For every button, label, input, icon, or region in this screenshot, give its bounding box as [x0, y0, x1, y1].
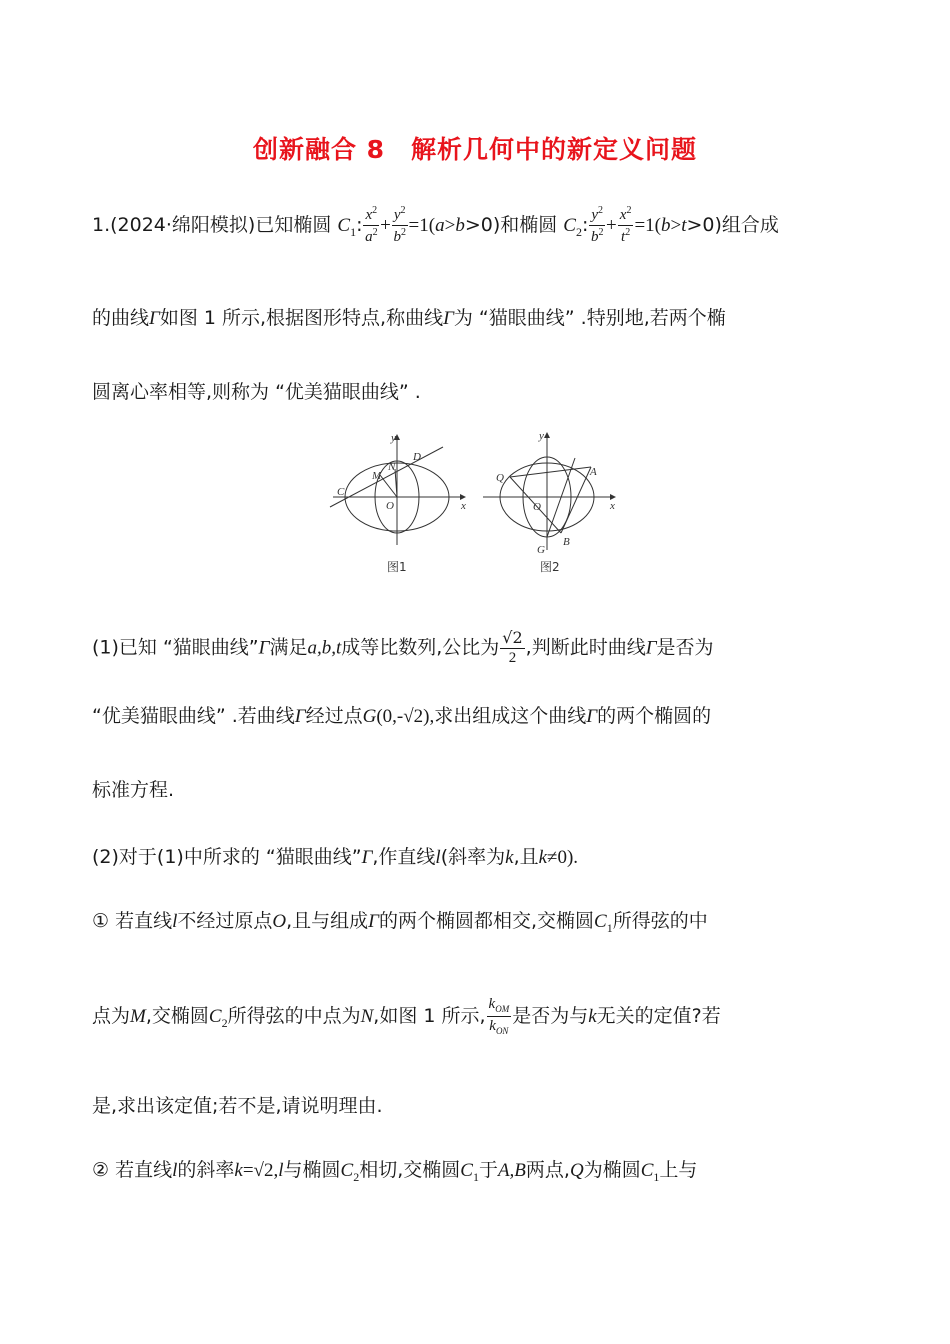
- exponent: 2: [400, 205, 406, 216]
- ellipse-c2-label: C: [563, 215, 576, 236]
- subscript: 1: [606, 920, 613, 935]
- question-text: 是否为与: [512, 1005, 589, 1027]
- gamma-symbol: Γ: [443, 308, 454, 329]
- question-text: 经过点: [305, 705, 363, 727]
- question-text: 不经过原点: [177, 910, 273, 932]
- question-text: 的斜率: [177, 1159, 235, 1181]
- point-o: O: [272, 911, 287, 932]
- figure-2: [483, 433, 615, 550]
- question-text: ,交椭圆: [145, 1005, 209, 1027]
- fraction-y2-b2: [392, 206, 408, 245]
- question-text: ① 若直线: [92, 910, 173, 932]
- gamma-symbol: Γ: [258, 637, 270, 659]
- figure-1: [330, 435, 465, 545]
- question-text: (2)对于(1)中所求的 “猫眼曲线”: [92, 846, 362, 868]
- question-text: 的两个椭圆的: [597, 705, 712, 727]
- question-text: 相切,交椭圆: [359, 1159, 461, 1181]
- problem-text: 的曲线: [92, 307, 150, 329]
- var-a: a: [435, 215, 445, 236]
- numerator: y: [393, 207, 401, 223]
- label-y: y: [539, 430, 544, 442]
- question-text: ,判断此时曲线: [525, 636, 646, 659]
- question-text: (斜率为: [440, 846, 506, 868]
- denominator: b: [590, 229, 599, 245]
- question-2-part-2-line-1: [92, 1161, 697, 1183]
- question-2-part-1-line-1: [92, 912, 708, 934]
- numerator: k: [488, 996, 496, 1012]
- problem-1-line-3: 圆离心率相等,则称为 “优美猫眼曲线” .: [92, 381, 421, 403]
- question-text: 所得弦的中点为: [227, 1005, 361, 1027]
- question-text: ,作直线: [372, 846, 436, 868]
- denominator: a: [365, 229, 373, 245]
- var-l: l: [278, 1160, 284, 1181]
- subscript: 1: [653, 1169, 660, 1184]
- question-text: 点为: [92, 1005, 131, 1027]
- var-l: l: [435, 847, 441, 868]
- question-1-line-1: [92, 630, 714, 666]
- label-x: x: [461, 500, 466, 512]
- equals: =1(: [408, 215, 436, 236]
- exponent: 2: [598, 227, 604, 238]
- question-text: 满足: [269, 636, 308, 659]
- gamma-symbol: Γ: [149, 308, 160, 329]
- ellipse-c1-label: C: [594, 911, 607, 932]
- question-1-line-3: 标准方程.: [92, 779, 175, 801]
- question-text: (1)已知 “猫眼曲线”: [92, 636, 259, 659]
- ellipse-c1-label: C: [460, 1160, 473, 1181]
- label-y: y: [391, 432, 396, 444]
- question-text: =√2,: [242, 1160, 279, 1181]
- gamma-symbol: Γ: [645, 637, 657, 659]
- problem-text: >0)和椭圆: [464, 214, 564, 236]
- denominator: k: [489, 1018, 496, 1034]
- caption-figure-1: 图1: [387, 560, 407, 574]
- ellipse-c1-label: C: [640, 1160, 654, 1181]
- subscript: ON: [495, 1026, 509, 1036]
- ellipse-c1-label: C: [337, 215, 351, 236]
- numerator: y: [591, 207, 599, 223]
- gamma-symbol: Γ: [294, 706, 306, 727]
- question-text: (0,-√2),求出组成这个曲线: [376, 706, 587, 727]
- subscript: 1: [350, 224, 357, 239]
- var-b: b: [455, 215, 465, 236]
- var-t: t: [681, 215, 687, 236]
- question-text: 是否为: [656, 636, 714, 659]
- question-2-part-1-line-3: 是,求出该定值;若不是,请说明理由.: [92, 1095, 383, 1117]
- problem-text: >0)组合成: [686, 214, 779, 236]
- label-b: B: [563, 536, 570, 548]
- denominator: b: [393, 229, 401, 245]
- label-d: D: [413, 451, 421, 463]
- subscript: OM: [495, 1004, 510, 1014]
- question-text: 的两个椭圆都相交,交椭圆: [378, 910, 595, 932]
- gamma-symbol: Γ: [361, 847, 373, 868]
- question-text: 上与: [659, 1159, 698, 1181]
- subscript: 1: [472, 1169, 479, 1184]
- numerator: x: [365, 207, 373, 223]
- label-o: O: [386, 500, 394, 512]
- segment-ab: [561, 467, 591, 533]
- var-b: b: [660, 215, 671, 236]
- point-m: M: [130, 1006, 146, 1027]
- var-l: l: [172, 1160, 178, 1181]
- exponent: 2: [372, 205, 378, 216]
- fraction-kom-kon: [487, 997, 512, 1036]
- var-l: l: [172, 911, 178, 932]
- figure-svg: [325, 425, 625, 580]
- fraction-x2-a2: [363, 206, 379, 245]
- var-k: k: [234, 1160, 243, 1181]
- ellipse-c2-label: C: [208, 1006, 222, 1027]
- denominator: 2: [508, 650, 517, 666]
- label-x: x: [610, 500, 615, 512]
- point-q: Q: [569, 1160, 584, 1181]
- question-text: ,且: [513, 846, 539, 868]
- question-text: 为椭圆: [583, 1159, 641, 1181]
- exponent: 2: [598, 205, 604, 216]
- figure-cat-eye-curves: [325, 425, 625, 584]
- label-c: C: [337, 486, 345, 498]
- gt: >: [670, 215, 682, 236]
- question-2: [92, 848, 578, 867]
- label-q: Q: [496, 472, 504, 484]
- question-text: ,且与组成: [286, 910, 369, 932]
- page-title: 创新融合 8 解析几何中的新定义问题: [252, 135, 698, 164]
- plus: +: [606, 215, 617, 236]
- points-ab: A,B: [497, 1160, 526, 1181]
- label-n: N: [388, 461, 396, 473]
- problem-1-line-1: [92, 206, 779, 245]
- label-m: M: [372, 470, 382, 482]
- colon: :: [581, 214, 589, 236]
- label-g: G: [537, 544, 545, 556]
- label-a: A: [590, 466, 597, 478]
- var-k: k: [538, 847, 548, 868]
- question-text: “优美猫眼曲线” .若曲线: [92, 705, 295, 727]
- problem-text: 如图 1 所示,根据图形特点,称曲线: [159, 307, 444, 329]
- question-text: 于: [478, 1159, 498, 1181]
- question-1-line-2: [92, 707, 711, 726]
- exponent: 2: [626, 205, 632, 216]
- question-text: 两点,: [525, 1159, 570, 1181]
- question-text: 成等比数列,公比为: [341, 636, 500, 659]
- line-l: [330, 447, 443, 507]
- equals: =1(: [634, 215, 661, 236]
- point-g: G: [362, 706, 377, 727]
- question-text: 无关的定值?若: [596, 1005, 721, 1027]
- question-text: ≠0).: [547, 847, 579, 868]
- variables-abt: a,b,t: [307, 637, 342, 659]
- fraction-x2-t2: [618, 206, 634, 245]
- gt: >: [444, 215, 456, 236]
- point-n: N: [360, 1006, 374, 1027]
- question-text: ,如图 1 所示,: [373, 1005, 486, 1027]
- exponent: 2: [625, 227, 631, 238]
- subscript: 2: [575, 224, 582, 239]
- subscript: 2: [221, 1015, 228, 1030]
- question-2-part-1-line-2: [92, 997, 721, 1036]
- subscript: 2: [353, 1169, 360, 1184]
- fraction-ratio: [500, 630, 524, 666]
- ellipse-c2-label: C: [340, 1160, 354, 1181]
- label-o: O: [533, 501, 541, 513]
- exponent: 2: [400, 227, 406, 238]
- exponent: 2: [372, 227, 378, 238]
- question-text: 与椭圆: [283, 1159, 341, 1181]
- plus: +: [380, 215, 391, 236]
- fraction-y2-b2: [589, 206, 605, 245]
- numerator: x: [619, 207, 627, 223]
- gamma-symbol: Γ: [586, 706, 598, 727]
- var-k: k: [588, 1006, 597, 1027]
- colon: :: [356, 214, 363, 236]
- problem-text: 1.(2024·绵阳模拟)已知椭圆: [92, 214, 338, 236]
- caption-figure-2: 图2: [540, 560, 560, 574]
- question-text: ② 若直线: [92, 1159, 173, 1181]
- var-k: k: [505, 847, 514, 868]
- denominator: t: [621, 229, 626, 245]
- segment-om: [380, 475, 397, 497]
- problem-text: 为 “猫眼曲线” .特别地,若两个椭: [453, 307, 726, 329]
- problem-1-line-2: [92, 309, 726, 328]
- gamma-symbol: Γ: [368, 911, 379, 932]
- question-text: 所得弦的中: [612, 910, 708, 932]
- numerator: √2: [502, 628, 523, 647]
